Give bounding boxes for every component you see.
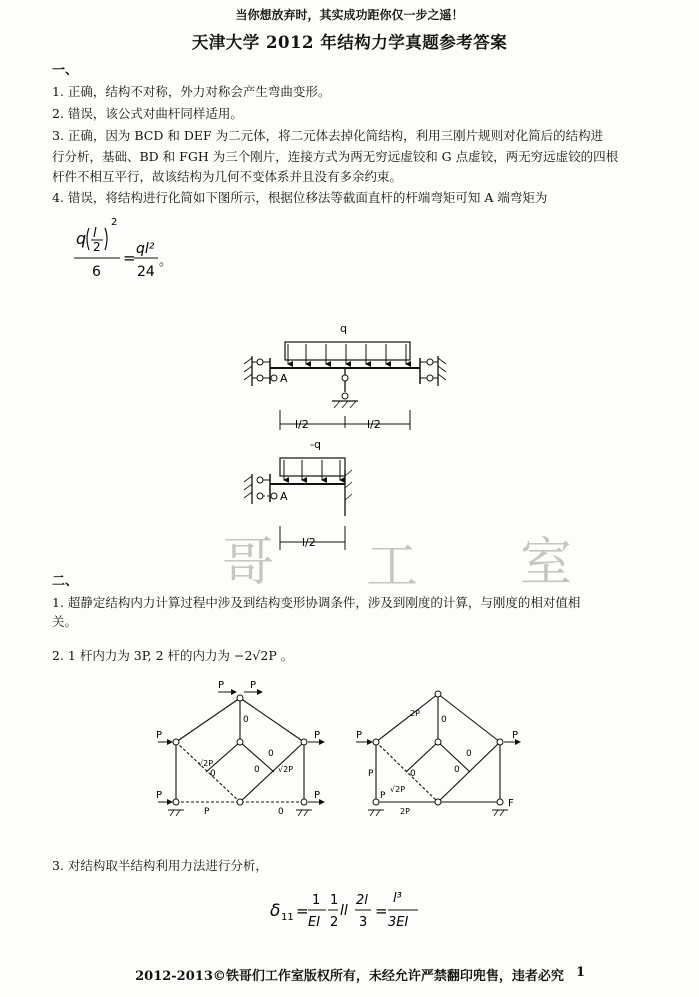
lt-p-top-2: P [250,680,257,691]
f2-f4-num: l³ [393,891,402,906]
f1-rhs-num: ql² [136,241,155,257]
lt-root2p-b: √2P [278,765,294,774]
load-q-label: q [340,322,347,335]
truss-diagram-right [350,676,550,846]
page-title: 天津大学 2012 年结构力学真题参考答案 [191,33,508,52]
dim-left: l/2 [295,418,309,431]
f1-rhs-den: 24 [137,264,155,280]
motto: 当你想放弃时，其实成功距你仅一步之遥！ [235,8,464,22]
rt-root2p: √2P [390,785,406,794]
rt-zero-a: 0 [410,769,416,779]
truss-diagram-left [148,676,348,846]
s2-item-3: 3. 对结构取半结构利用力法进行分析， [52,858,268,873]
rt-p-left-mid: P [356,730,363,741]
f2-f4-den: 3EI [388,915,409,930]
section-1-heading: 一、 [52,63,79,78]
lt-p-left-mid: P [156,730,163,741]
watermark-char-3: 室 [520,533,573,593]
rt-p-bot-left: P [380,791,386,801]
footer-copyright: 2012-2013©铁哥们工作室版权所有，未经允许严禁翻印兜售，违者必究 [135,969,564,984]
point-a-label: A [280,372,288,385]
formula-delta11 [268,880,438,940]
s1-item-3-line-3: 杆件不相互平行，故该结构为几何不变体系并且没有多余约束。 [52,169,403,184]
section-2-heading: 二、 [52,574,79,589]
lt-zero-vertical: 0 [243,715,249,725]
f2-f1-den: EI [308,915,321,930]
s2-item-1-line-1: 1. 超静定结构内力计算过程中涉及到结构变形协调条件，涉及到刚度的计算，与刚度的相对值相 [52,595,581,610]
s1-item-1: 1. 正确，结构不对称，外力对称会产生弯曲变形。 [52,84,331,99]
formula-moment [70,210,190,290]
point-a-bottom-label: A [280,490,288,503]
s2-item-2: 2. 1 杆内力为 3P, 2 杆的内力为 −2√2P 。 [52,648,294,663]
f2-ll: ll [340,903,348,919]
rt-zero-b: 0 [454,765,460,775]
f2-eq1: = [296,902,309,920]
f2-eq2: = [375,902,388,920]
lt-p-top-1: P [218,680,225,691]
f1-two: 2 [93,240,101,254]
lt-p-right-bot: P [314,790,321,801]
f1-l: l [93,226,97,241]
load-minus-q-label: -q [310,438,321,451]
f1-q: q [76,229,87,248]
lt-root2p-a: √2P [198,759,214,768]
f2-f2-den: 2 [330,915,339,930]
lt-p-left-bot: P [156,790,163,801]
rt-p-right-mid: P [512,730,519,741]
lt-p-right-mid: P [314,730,321,741]
f1-den: 6 [92,264,101,280]
f2-delta: δ [270,901,281,921]
lt-zero-bot: 0 [278,807,284,817]
rt-p-vertical: P [368,769,374,779]
s1-item-3-line-1: 3. 正确，因为 BCD 和 DEF 为二元体，将二元体去掉化简结构，利用三刚片规则对化简后的结构进 [52,128,604,143]
f2-f1-num: 1 [312,893,321,908]
f2-f3-num: 2l [356,893,368,908]
watermark-char-1: 哥 [222,533,275,593]
rt-zero-c: 0 [466,749,472,759]
s1-item-2: 2. 错误，该公式对曲杆同样适用。 [52,106,243,121]
f1-eq: = [123,249,136,267]
s1-item-3-line-2: 行分析，基础、BD 和 FGH 为三个刚片，连接方式为两无穷远虚铰和 G 点虚铰，两无穷远虚铰的四根 [52,149,619,164]
rt-2p-a: 2P [410,709,420,718]
lt-zero-c: 0 [268,749,274,759]
f1-end: 。 [159,254,173,269]
f1-square: 2 [111,217,118,228]
lt-zero-a: 0 [210,769,216,779]
rt-2p-b: 2P [400,807,410,816]
lt-zero-b: 0 [254,765,260,775]
watermark-char-2: 工 [366,537,419,597]
dim-bottom: l/2 [302,536,316,549]
f2-f2-num: 1 [330,893,339,908]
rt-zero-vertical: 0 [441,715,447,725]
f2-f3-den: 3 [359,915,368,930]
dim-right: l/2 [367,418,381,431]
s2-item-1-line-2: 关。 [52,614,78,629]
f2-sub: 11 [281,912,294,923]
rt-p-bot-right: F [508,798,514,809]
s1-item-4: 4. 错误，将结构进行化简如下图所示，根据位移法等截面直杆的杆端弯矩可知 A 端弯矩为 [52,190,548,205]
page-number: 1 [576,965,586,980]
lt-p-bot: P [204,807,210,817]
